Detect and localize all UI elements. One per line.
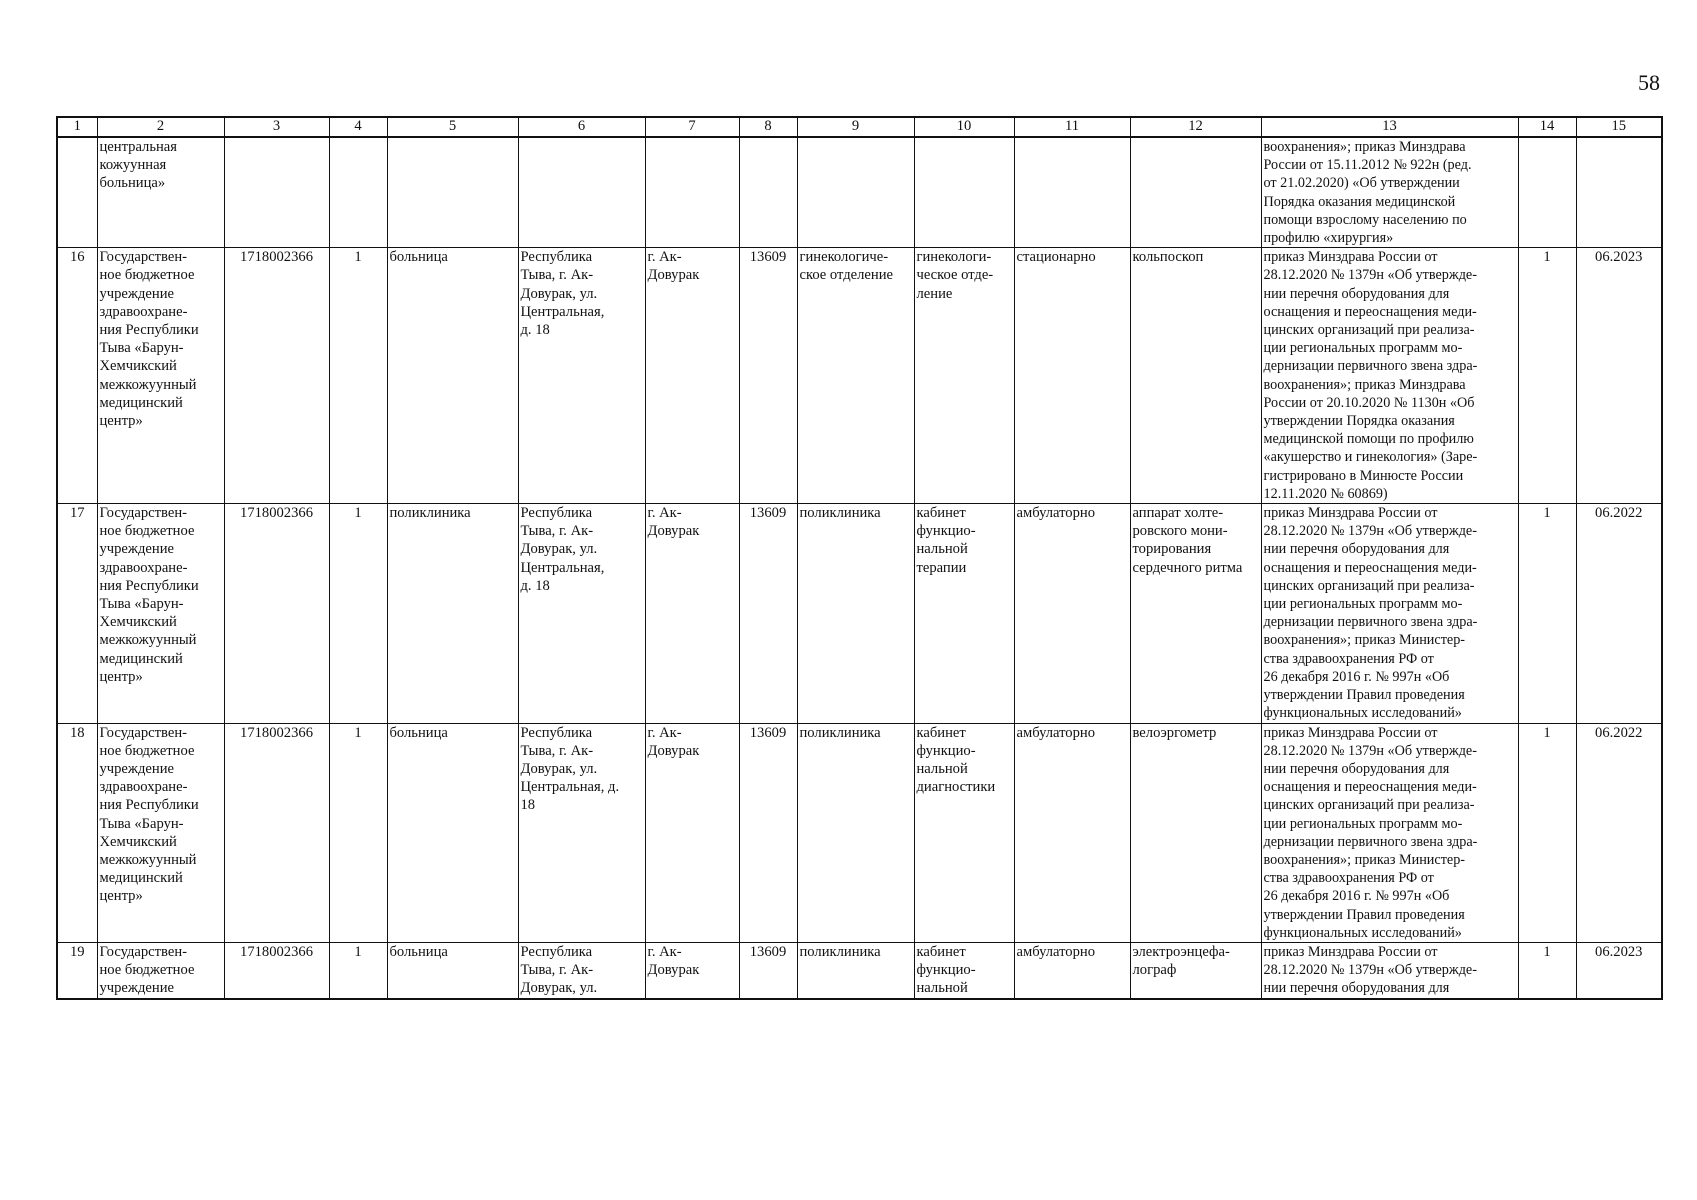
date: [1576, 137, 1662, 248]
table-row: [57, 942, 1662, 998]
care-mode: амбулаторно: [1014, 942, 1130, 998]
address: Республика Тыва, г. Ак- Довурак, ул. Центральная, д. 18: [518, 504, 645, 723]
address: Республика Тыва, г. Ак- Довурак, ул. Центральная, д. 18: [518, 248, 645, 504]
department: поликлиника: [797, 942, 914, 998]
city: г. Ак- Довурак: [645, 248, 739, 504]
city: [645, 137, 739, 248]
facility-type: поликлиника: [387, 504, 518, 723]
inn: [224, 137, 329, 248]
room: гинекологи- ческое отде- ление: [914, 248, 1014, 504]
date: 06.2022: [1576, 504, 1662, 723]
column-header: 6: [518, 117, 645, 137]
city: г. Ак- Довурак: [645, 723, 739, 942]
column-header: 9: [797, 117, 914, 137]
column-header: 3: [224, 117, 329, 137]
table-row: [57, 723, 1662, 942]
column-header: 4: [329, 117, 387, 137]
inn: 1718002366: [224, 942, 329, 998]
room: кабинет функцио- нальной: [914, 942, 1014, 998]
organization-name: центральная кожуунная больница»: [97, 137, 224, 248]
quantity: [329, 137, 387, 248]
facility-type: больница: [387, 723, 518, 942]
facility-type: больница: [387, 248, 518, 504]
care-mode: [1014, 137, 1130, 248]
row-number: [57, 137, 97, 248]
quantity: 1: [329, 723, 387, 942]
table-row: [57, 248, 1662, 504]
column-header: 8: [739, 117, 797, 137]
row-number: 17: [57, 504, 97, 723]
regulation: приказ Минздрава России от 28.12.2020 № 1379н «Об утвержде- нии перечня оборудования для оснащения и переоснащения меди- цинских организаций при реализа- ции региональных программ мо- дернизации первичного звена здра- воохранения»; приказ Минздрава России от 20.10.2020 № 1130н «Об утверждении Порядка оказания медицинской помощи по профилю «акушерство и гинекология» (Заре- гистрировано в Минюсте России 12.11.2020 № 60869): [1261, 248, 1518, 504]
inn: 1718002366: [224, 504, 329, 723]
equipment: [1130, 137, 1261, 248]
column-number-row: [57, 117, 1662, 137]
column-header: 2: [97, 117, 224, 137]
row-number: 18: [57, 723, 97, 942]
equipment: велоэргометр: [1130, 723, 1261, 942]
organization-name: Государствен- ное бюджетное учреждение: [97, 942, 224, 998]
department: поликлиника: [797, 723, 914, 942]
column-header: 7: [645, 117, 739, 137]
department: [797, 137, 914, 248]
organization-name: Государствен- ное бюджетное учреждение здравоохране- ния Республики Тыва «Барун- Хемчикский межкожуунный медицинский центр»: [97, 248, 224, 504]
code: [739, 137, 797, 248]
care-mode: амбулаторно: [1014, 504, 1130, 723]
quantity: 1: [329, 504, 387, 723]
count: 1: [1518, 723, 1576, 942]
equipment: кольпоскоп: [1130, 248, 1261, 504]
code: 13609: [739, 942, 797, 998]
room: кабинет функцио- нальной диагностики: [914, 723, 1014, 942]
address: Республика Тыва, г. Ак- Довурак, ул. Центральная, д. 18: [518, 723, 645, 942]
quantity: 1: [329, 942, 387, 998]
count: 1: [1518, 248, 1576, 504]
equipment-table: [56, 116, 1663, 1000]
equipment: электроэнцефа- лограф: [1130, 942, 1261, 998]
quantity: 1: [329, 248, 387, 504]
organization-name: Государствен- ное бюджетное учреждение здравоохране- ния Республики Тыва «Барун- Хемчикский межкожуунный медицинский центр»: [97, 504, 224, 723]
column-header: 15: [1576, 117, 1662, 137]
regulation: воохранения»; приказ Минздрава России от 15.11.2012 № 922н (ред. от 21.02.2020) «Об утверждении Порядка оказания медицинской помощи взрослому населению по профилю «хирургия»: [1261, 137, 1518, 248]
column-header: 12: [1130, 117, 1261, 137]
facility-type: больница: [387, 942, 518, 998]
code: 13609: [739, 504, 797, 723]
column-header: 13: [1261, 117, 1518, 137]
code: 13609: [739, 723, 797, 942]
room: кабинет функцио- нальной терапии: [914, 504, 1014, 723]
inn: 1718002366: [224, 248, 329, 504]
city: г. Ак- Довурак: [645, 504, 739, 723]
care-mode: амбулаторно: [1014, 723, 1130, 942]
care-mode: стационарно: [1014, 248, 1130, 504]
date: 06.2022: [1576, 723, 1662, 942]
date: 06.2023: [1576, 942, 1662, 998]
inn: 1718002366: [224, 723, 329, 942]
code: 13609: [739, 248, 797, 504]
regulation: приказ Минздрава России от 28.12.2020 № 1379н «Об утвержде- нии перечня оборудования для оснащения и переоснащения меди- цинских организаций при реализа- ции региональных программ мо- дернизации первичного звена здра- воохранения»; приказ Министер- ства здравоохранения РФ от 26 декабря 2016 г. № 997н «Об утверждении Правил проведения функциональных исследований»: [1261, 723, 1518, 942]
column-header: 10: [914, 117, 1014, 137]
equipment: аппарат холте- ровского мони- торирования сердечного ритма: [1130, 504, 1261, 723]
address: Республика Тыва, г. Ак- Довурак, ул.: [518, 942, 645, 998]
regulation: приказ Минздрава России от 28.12.2020 № 1379н «Об утвержде- нии перечня оборудования для: [1261, 942, 1518, 998]
table-row: [57, 504, 1662, 723]
department: гинекологиче- ское отделение: [797, 248, 914, 504]
organization-name: Государствен- ное бюджетное учреждение здравоохране- ния Республики Тыва «Барун- Хемчикский межкожуунный медицинский центр»: [97, 723, 224, 942]
count: 1: [1518, 942, 1576, 998]
column-header: 1: [57, 117, 97, 137]
address: [518, 137, 645, 248]
city: г. Ак- Довурак: [645, 942, 739, 998]
column-header: 11: [1014, 117, 1130, 137]
column-header: 5: [387, 117, 518, 137]
date: 06.2023: [1576, 248, 1662, 504]
row-number: 16: [57, 248, 97, 504]
table-row: [57, 137, 1662, 248]
column-header: 14: [1518, 117, 1576, 137]
count: [1518, 137, 1576, 248]
department: поликлиника: [797, 504, 914, 723]
count: 1: [1518, 504, 1576, 723]
regulation: приказ Минздрава России от 28.12.2020 № 1379н «Об утвержде- нии перечня оборудования для оснащения и переоснащения меди- цинских организаций при реализа- ции региональных программ мо- дернизации первичного звена здра- воохранения»; приказ Министер- ства здравоохранения РФ от 26 декабря 2016 г. № 997н «Об утверждении Правил проведения функциональных исследований»: [1261, 504, 1518, 723]
facility-type: [387, 137, 518, 248]
row-number: 19: [57, 942, 97, 998]
page-number: 58: [1638, 70, 1660, 95]
room: [914, 137, 1014, 248]
